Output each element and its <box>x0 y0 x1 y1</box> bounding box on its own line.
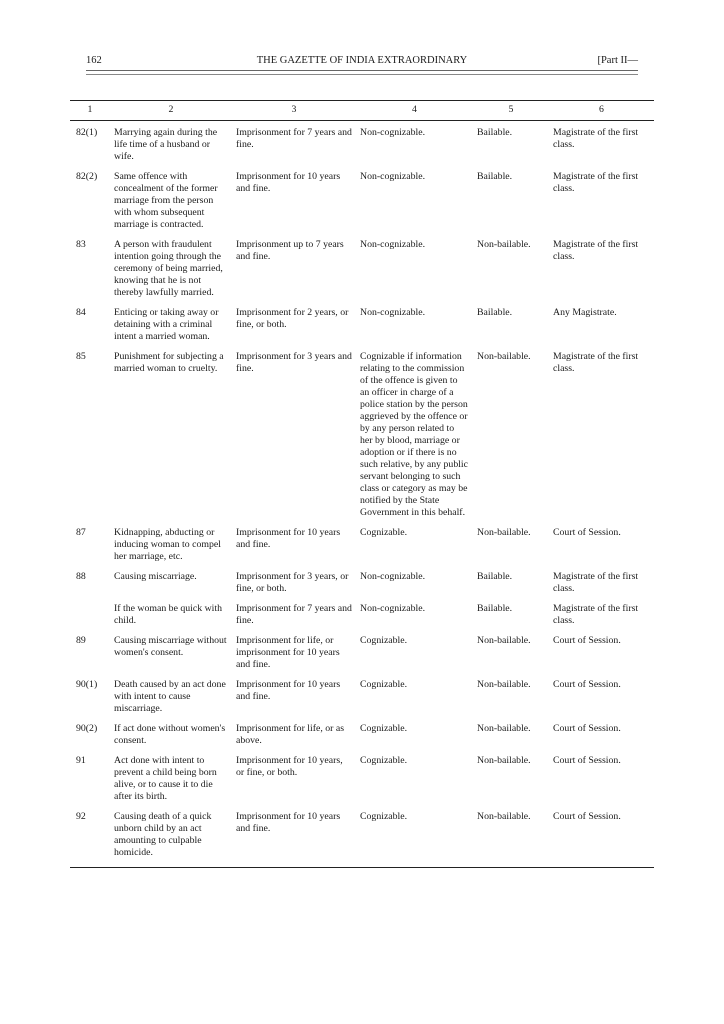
bailable-cell: Non-bailable. <box>477 679 531 690</box>
section-cell: 82(2) <box>76 171 98 182</box>
column-header: 6 <box>549 101 654 121</box>
offence-cell: Punishment for subjecting a married woman to cruelty. <box>114 351 224 374</box>
section-cell: 82(1) <box>76 127 98 138</box>
column-header: 5 <box>473 101 549 121</box>
cognizable-cell: Non-cognizable. <box>360 571 426 582</box>
bailable-cell: Bailable. <box>477 171 513 182</box>
court-cell: Court of Session. <box>553 679 621 690</box>
section-cell: 88 <box>76 571 86 582</box>
page-header <box>86 53 638 69</box>
table-row <box>70 723 654 755</box>
bailable-cell: Non-bailable. <box>473 811 549 868</box>
section-cell <box>70 603 110 635</box>
table-row <box>70 121 654 172</box>
table-row <box>70 679 654 723</box>
punishment-cell: Imprisonment for life, or imprisonment for 10 years and fine. <box>236 635 340 670</box>
cognizable-cell: Cognizable. <box>360 679 408 690</box>
court-cell: Court of Session. <box>553 635 621 646</box>
punishment-cell: Imprisonment up to 7 years and fine. <box>236 239 344 262</box>
offence-cell: Same offence with concealment of the former marriage from the person with whom subsequent marriage is contracted. <box>114 171 218 230</box>
court-cell: Court of Session. <box>553 527 621 538</box>
table-row <box>70 755 654 811</box>
bailable-cell: Non-bailable. <box>477 351 531 362</box>
punishment-cell: Imprisonment for 10 years and fine. <box>236 527 341 550</box>
court-cell: Magistrate of the first class. <box>553 603 639 626</box>
punishment-cell: Imprisonment for 10 years, or fine, or both. <box>236 755 343 778</box>
section-cell: 92 <box>70 811 110 868</box>
offence-cell: If act done without women's consent. <box>114 723 226 746</box>
offence-cell: Causing death of a quick unborn child by an act amounting to culpable homicide. <box>110 811 232 868</box>
cognizable-cell: Cognizable. <box>360 527 408 538</box>
cognizable-cell: Cognizable. <box>360 755 408 766</box>
cognizable-cell: Non-cognizable. <box>360 239 426 250</box>
bailable-cell: Non-bailable. <box>477 755 531 766</box>
table-row <box>70 239 654 307</box>
offence-table <box>70 100 654 868</box>
court-cell: Magistrate of the first class. <box>553 239 639 262</box>
section-cell: 91 <box>76 755 86 766</box>
gazette-title: THE GAZETTE OF INDIA EXTRAORDINARY <box>256 55 468 66</box>
table-row <box>70 527 654 571</box>
table-row <box>70 171 654 239</box>
bailable-cell: Non-bailable. <box>477 527 531 538</box>
section-cell: 87 <box>76 527 86 538</box>
bailable-cell: Non-bailable. <box>477 635 531 646</box>
court-cell: Court of Session. <box>553 723 621 734</box>
punishment-cell: Imprisonment for 3 years, or fine, or both. <box>236 571 349 594</box>
court-cell: Magistrate of the first class. <box>553 171 639 194</box>
offence-cell: Death caused by an act done with intent to cause miscarriage. <box>114 679 226 714</box>
section-cell: 83 <box>76 239 86 250</box>
table-row <box>70 351 654 527</box>
offence-cell: Kidnapping, abducting or inducing woman to compel her marriage, etc. <box>114 527 221 562</box>
cognizable-cell: Non-cognizable. <box>360 307 426 318</box>
column-header: 4 <box>356 101 473 121</box>
section-cell: 90(2) <box>76 723 98 734</box>
table-row <box>70 307 654 351</box>
section-cell: 85 <box>76 351 86 362</box>
offence-cell: A person with fraudulent intention going through the ceremony of being married, knowing that he is not thereby lawfully married. <box>114 239 223 298</box>
punishment-cell: Imprisonment for 3 years and fine. <box>236 351 352 374</box>
page-number: 162 <box>86 55 102 66</box>
cognizable-cell: Cognizable. <box>360 723 408 734</box>
column-header: 1 <box>70 101 110 121</box>
column-header: 2 <box>110 101 232 121</box>
punishment-cell: Imprisonment for life, or as above. <box>236 723 345 746</box>
part-label: [Part II— <box>597 55 638 66</box>
table-row <box>70 603 654 635</box>
offence-cell: Marrying again during the life time of a husband or wife. <box>114 127 218 162</box>
offence-cell: Causing miscarriage. <box>114 571 197 582</box>
offence-cell: Causing miscarriage without women's consent. <box>114 635 227 658</box>
column-header: 3 <box>232 101 356 121</box>
cognizable-cell: Cognizable. <box>360 635 408 646</box>
court-cell: Magistrate of the first class. <box>553 127 639 150</box>
punishment-cell: Imprisonment for 10 years and fine. <box>236 679 341 702</box>
table-row <box>70 811 654 868</box>
court-cell: Court of Session. <box>549 811 654 868</box>
punishment-cell: Imprisonment for 10 years and fine. <box>232 811 356 868</box>
offence-cell: Act done with intent to prevent a child being born alive, or to cause it to die after its birth. <box>114 755 217 802</box>
cognizable-cell: Non-cognizable. <box>360 171 426 182</box>
court-cell: Magistrate of the first class. <box>553 571 639 594</box>
cognizable-cell: Non-cognizable. <box>360 127 426 138</box>
header-rule <box>86 70 638 75</box>
punishment-cell: Imprisonment for 7 years and fine. <box>236 603 352 626</box>
table-header-row <box>70 101 654 121</box>
offence-cell: If the woman be quick with child. <box>114 603 223 626</box>
section-cell: 90(1) <box>76 679 98 690</box>
bailable-cell: Bailable. <box>477 603 513 614</box>
court-cell: Any Magistrate. <box>553 307 617 318</box>
cognizable-cell: Cognizable if information relating to the commission of the offence is given to an officer in charge of a police station by the person aggrieved by the offence or by any person related to her by blood, marriage or adoption or if there is no such relative, by any public servant belonging to such class or category as may be notified by the State Government in this behalf. <box>360 351 469 518</box>
bailable-cell: Non-bailable. <box>477 239 531 250</box>
punishment-cell: Imprisonment for 10 years and fine. <box>236 171 341 194</box>
offence-cell: Enticing or taking away or detaining with a criminal intent a married woman. <box>114 307 219 342</box>
table-row <box>70 635 654 679</box>
table-row <box>70 571 654 603</box>
cognizable-cell: Cognizable. <box>356 811 473 868</box>
section-cell: 84 <box>76 307 86 318</box>
punishment-cell: Imprisonment for 2 years, or fine, or both. <box>236 307 349 330</box>
bailable-cell: Non-bailable. <box>477 723 531 734</box>
bailable-cell: Bailable. <box>477 571 513 582</box>
bailable-cell: Bailable. <box>477 127 513 138</box>
cognizable-cell: Non-cognizable. <box>360 603 426 614</box>
section-cell: 89 <box>76 635 86 646</box>
punishment-cell: Imprisonment for 7 years and fine. <box>236 127 352 150</box>
court-cell: Magistrate of the first class. <box>553 351 639 374</box>
court-cell: Court of Session. <box>553 755 621 766</box>
bailable-cell: Bailable. <box>477 307 513 318</box>
